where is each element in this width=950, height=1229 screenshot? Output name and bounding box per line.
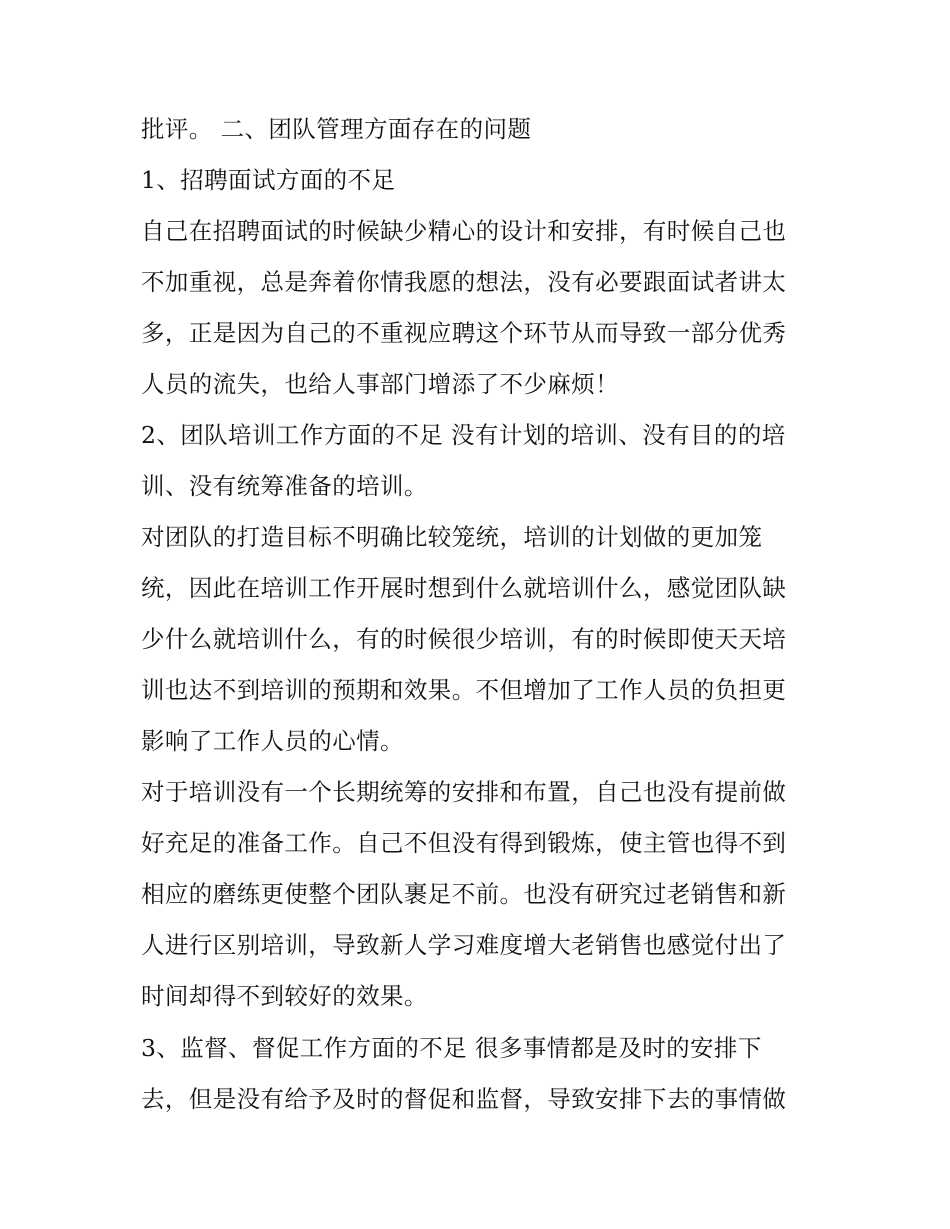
text-line: 少什么就培训什么，有的时候很少培训，有的时候即使天天培 — [141, 625, 787, 653]
text-line: 对团队的打造目标不明确比较笼统，培训的计划做的更加笼 — [141, 523, 763, 551]
text-line: 时间却得不到较好的效果。 — [141, 982, 428, 1010]
text-line: 训也达不到培训的预期和效果。不但增加了工作人员的负担更 — [141, 676, 787, 704]
text-line: 去，但是没有给予及时的督促和监督，导致安排下去的事情做 — [141, 1085, 787, 1113]
text-line: 好充足的准备工作。自己不但没有得到锻炼，使主管也得不到 — [141, 829, 787, 857]
text-line: 统，因此在培训工作开展时想到什么就培训什么，感觉团队缺 — [141, 574, 787, 602]
text-line: 对于培训没有一个长期统筹的安排和布置，自己也没有提前做 — [141, 778, 787, 806]
text-line: 多，正是因为自己的不重视应聘这个环节从而导致一部分优秀 — [141, 319, 787, 347]
text-line: 不加重视，总是奔着你情我愿的想法，没有必要跟面试者讲太 — [141, 268, 787, 296]
text-line: 影响了工作人员的心情。 — [141, 727, 404, 755]
section-heading: 2、团队培训工作方面的不足 没有计划的培训、没有目的的培 — [141, 421, 786, 449]
text-line: 相应的磨练更使整个团队裹足不前。也没有研究过老销售和新 — [141, 880, 787, 908]
text-line: 批评。 二、团队管理方面存在的问题 — [141, 115, 532, 143]
text-line: 人员的流失，也给人事部门增添了不少麻烦！ — [141, 370, 619, 398]
section-heading: 3、监督、督促工作方面的不足 很多事情都是及时的安排下 — [141, 1034, 762, 1062]
section-heading: 1、招聘面试方面的不足 — [141, 166, 396, 194]
text-line: 自己在招聘面试的时候缺少精心的设计和安排，有时候自己也 — [141, 217, 787, 245]
text-line: 训、没有统筹准备的培训。 — [141, 472, 428, 500]
text-line: 人进行区别培训，导致新人学习难度增大老销售也感觉付出了 — [141, 931, 787, 959]
